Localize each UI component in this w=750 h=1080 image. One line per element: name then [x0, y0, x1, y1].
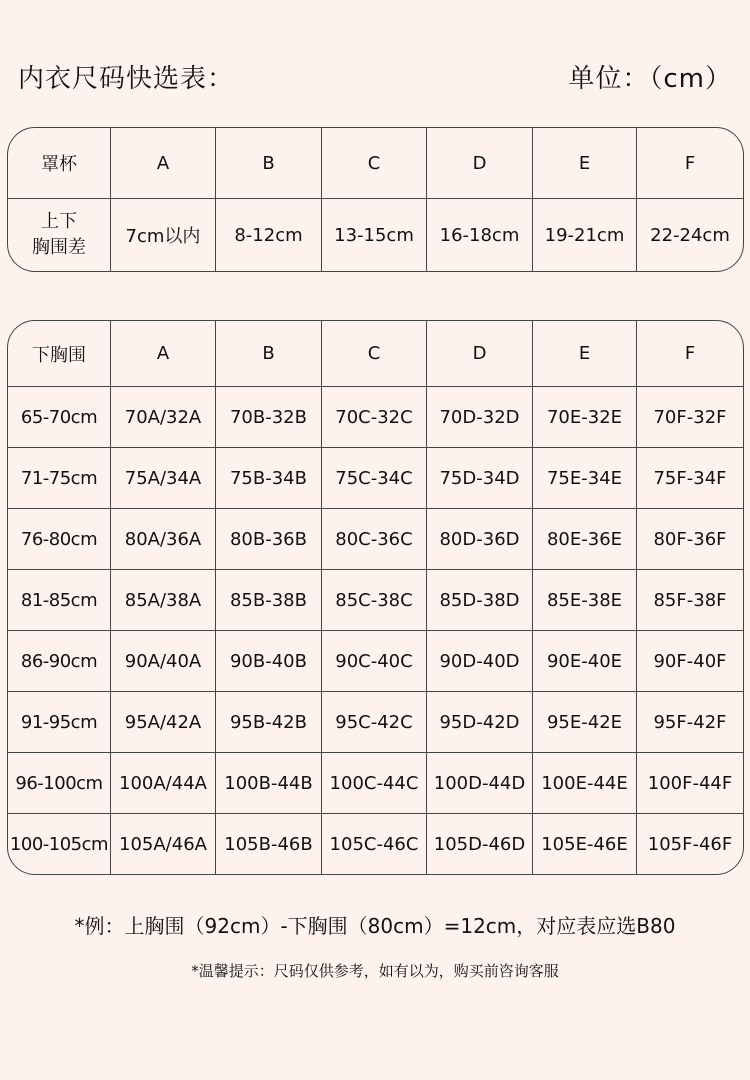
size-cell: 105B-46B [216, 814, 322, 874]
table-row [8, 631, 743, 692]
size-cell: 85D-38D [427, 570, 533, 631]
underbust-cell: 86-90cm [8, 631, 111, 692]
underbust-header: 下胸围 [8, 321, 111, 387]
row-header-line: 胸围差 [32, 237, 86, 258]
size-cell: 75A/34A [111, 448, 216, 509]
cup-row [8, 128, 743, 199]
size-cell: 75C-34C [322, 448, 427, 509]
cup-cell: A [111, 128, 216, 199]
bust-difference-row-header [8, 199, 111, 271]
size-cell: 90D-40D [427, 631, 533, 692]
size-cell: 85F-38F [637, 570, 743, 631]
size-cell: 75E-34E [533, 448, 637, 509]
size-cell: 80B-36B [216, 509, 322, 570]
size-cell: 70D-32D [427, 387, 533, 448]
underbust-cell: 81-85cm [8, 570, 111, 631]
size-cell: 85A/38A [111, 570, 216, 631]
calculation-example: *例：上胸围（92cm）-下胸围（80cm）=12cm，对应表应选B80 [74, 914, 676, 938]
size-cell: 70F-32F [637, 387, 743, 448]
size-cell: 100C-44C [322, 753, 427, 814]
table-row [8, 387, 743, 448]
difference-cell: 16-18cm [427, 199, 533, 271]
size-cell: 105C-46C [322, 814, 427, 874]
size-cell: 90F-40F [637, 631, 743, 692]
size-cell: 100D-44D [427, 753, 533, 814]
size-cell: 80D-36D [427, 509, 533, 570]
difference-cell: 19-21cm [533, 199, 637, 271]
size-cell: 100B-44B [216, 753, 322, 814]
size-cell: 75D-34D [427, 448, 533, 509]
size-chart-table [7, 320, 744, 875]
size-cell: 80E-36E [533, 509, 637, 570]
underbust-cell: 96-100cm [8, 753, 111, 814]
cup-cell: E [533, 128, 637, 199]
size-cell: 70E-32E [533, 387, 637, 448]
cup-cell: C [322, 128, 427, 199]
table-row [8, 448, 743, 509]
size-cell: 95A/42A [111, 692, 216, 753]
underbust-cell: 65-70cm [8, 387, 111, 448]
cup-row-header: 罩杯 [8, 128, 111, 199]
table-row [8, 692, 743, 753]
size-cell: 80F-36F [637, 509, 743, 570]
size-cell: 70B-32B [216, 387, 322, 448]
cup-cell: F [637, 128, 743, 199]
size-cell: 95E-42E [533, 692, 637, 753]
cup-header-cell: A [111, 321, 216, 387]
cup-header-cell: E [533, 321, 637, 387]
size-cell: 90C-40C [322, 631, 427, 692]
cup-cell: B [216, 128, 322, 199]
difference-cell: 8-12cm [216, 199, 322, 271]
size-cell: 85E-38E [533, 570, 637, 631]
size-cell: 100A/44A [111, 753, 216, 814]
size-cell: 80C-36C [322, 509, 427, 570]
size-cell: 75B-34B [216, 448, 322, 509]
difference-cell: 22-24cm [650, 224, 730, 246]
table-row [8, 570, 743, 631]
size-cell: 70A/32A [111, 387, 216, 448]
size-cell: 100E-44E [533, 753, 637, 814]
cup-header-cell: D [427, 321, 533, 387]
size-cell: 70C-32C [322, 387, 427, 448]
size-cell: 105D-46D [427, 814, 533, 874]
table-row [8, 753, 743, 814]
table-row [8, 509, 743, 570]
cup-difference-table [7, 127, 744, 272]
size-cell: 85B-38B [216, 570, 322, 631]
size-cell: 75F-34F [637, 448, 743, 509]
page-title: 内衣尺码快选表： [18, 64, 235, 94]
bust-difference-row [8, 199, 743, 271]
size-cell: 90E-40E [533, 631, 637, 692]
size-cell: 95F-42F [637, 692, 743, 753]
underbust-cell: 91-95cm [8, 692, 111, 753]
size-cell: 95D-42D [427, 692, 533, 753]
size-cell: 80A/36A [111, 509, 216, 570]
underbust-cell: 76-80cm [8, 509, 111, 570]
cup-cell: D [427, 128, 533, 199]
size-cell: 105E-46E [533, 814, 637, 874]
underbust-cell: 100-105cm [8, 814, 111, 874]
size-cell: 105A/46A [111, 814, 216, 874]
cup-header-cell: C [322, 321, 427, 387]
size-cell: 90B-40B [216, 631, 322, 692]
row-header-line: 上下 [41, 211, 77, 232]
size-cell: 100F-44F [637, 753, 743, 814]
underbust-cell: 71-75cm [8, 448, 111, 509]
size-cell: 95B-42B [216, 692, 322, 753]
size-cell: 90A/40A [111, 631, 216, 692]
difference-cell: 13-15cm [322, 199, 427, 271]
size-cell: 85C-38C [322, 570, 427, 631]
cup-header-cell: B [216, 321, 322, 387]
cup-header-cell: F [637, 321, 743, 387]
size-cell: 95C-42C [322, 692, 427, 753]
difference-cell: 7cm以内 [111, 199, 216, 271]
reference-tip: *温馨提示：尺码仅供参考，如有以为，购买前咨询客服 [191, 962, 559, 980]
size-cell: 105F-46F [647, 833, 733, 855]
size-header-row [8, 321, 743, 387]
unit-label: 单位：（cm） [568, 64, 732, 94]
table-row [8, 814, 743, 874]
